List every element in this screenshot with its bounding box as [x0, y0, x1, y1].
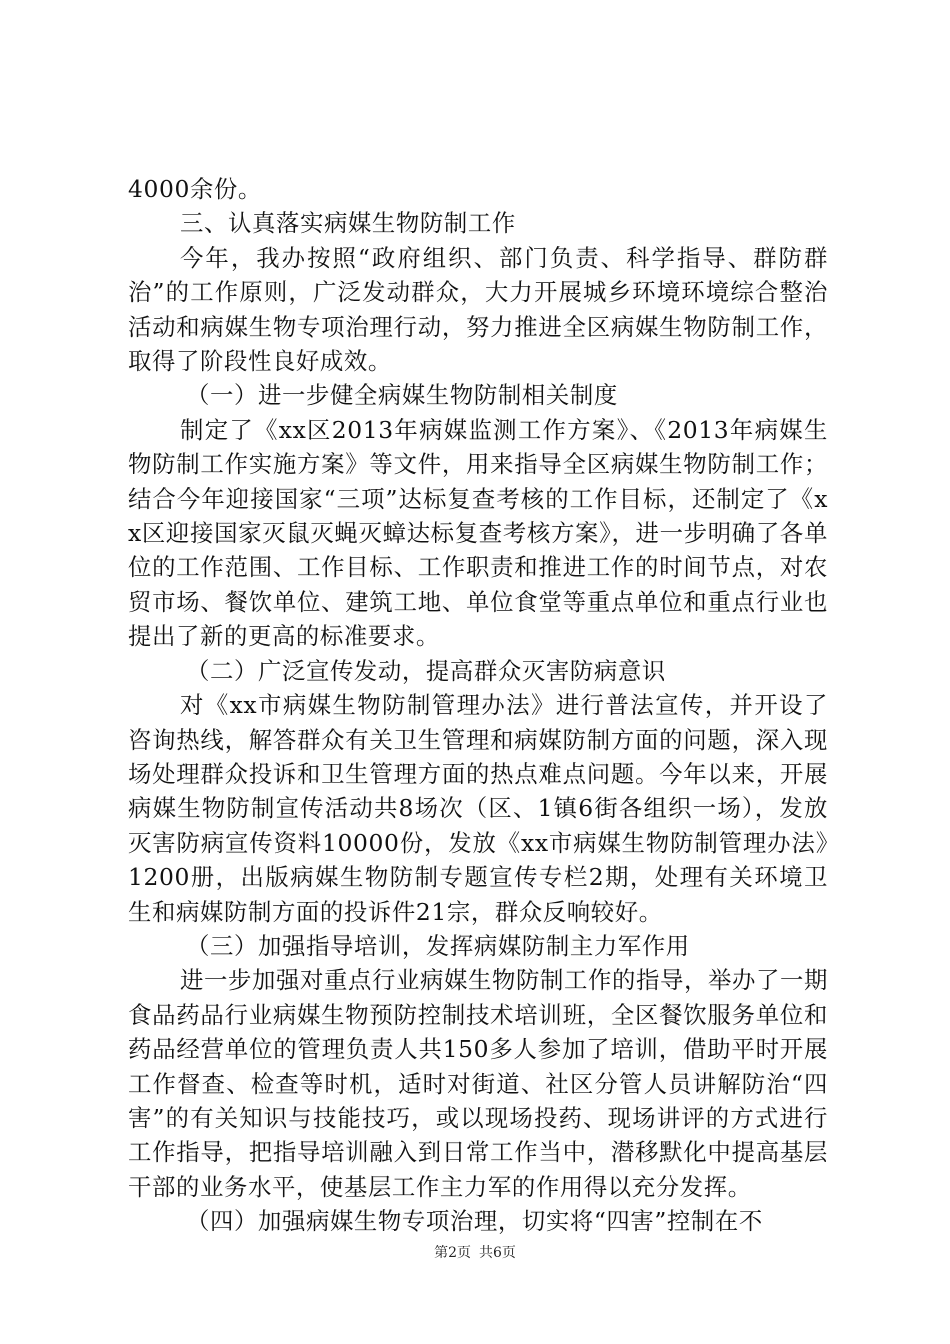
paragraph: 制定了《xx区2013年病媒监测工作方案》、《2013年病媒生物防制工作实施方案》等文件，用来指导全区病媒生物防制工作；结合今年迎接国家“三项”达标复查考核的工作目标，还制定了《xx区迎接国家灭鼠灭蝇灭蟑达标复查考核方案》，进一步明确了各单位的工作范围、工作目标、工作职责和推进工作的时间节点，对农贸市场、餐饮单位、建筑工地、单位食堂等重点单位和重点行业也提出了新的更高的标准要求。: [128, 415, 828, 651]
section-heading: 三、认真落实病媒生物防制工作: [180, 209, 516, 238]
paragraph-continuation: 4000余份。: [128, 175, 262, 203]
subsection-heading: （一）进一步健全病媒生物防制相关制度: [186, 381, 618, 410]
page-footer: [0, 1243, 950, 1263]
page-number: 第2页: [434, 1245, 471, 1261]
paragraph: 进一步加强对重点行业病媒生物防制工作的指导，举办了一期食品药品行业病媒生物预防控制技术培训班，全区餐饮服务单位和药品经营单位的管理负责人共150多人参加了培训，借助平时开展工作督查、检查等时机，适时对街道、社区分管人员讲解防治“四害”的有关知识与技能技巧，或以现场投药、现场讲评的方式进行工作指导，把指导培训融入到日常工作当中，潜移默化中提高基层干部的业务水平，使基层工作主力军的作用得以充分发挥。: [128, 966, 828, 1201]
subsection-heading: （四）加强病媒生物专项治理，切实将“四害”控制在不: [186, 1207, 763, 1236]
paragraph: 今年，我办按照“政府组织、部门负责、科学指导、群防群治”的工作原则，广泛发动群众，大力开展城乡环境环境综合整治活动和病媒生物专项治理行动，努力推进全区病媒生物防制工作，取得了阶段性良好成效。: [128, 243, 828, 376]
page-total: 共6页: [479, 1245, 516, 1261]
subsection-heading: （三）加强指导培训，发挥病媒防制主力军作用: [186, 931, 690, 960]
document-body: [128, 172, 828, 1239]
paragraph: 对《xx市病媒生物防制管理办法》进行普法宣传，并开设了咨询热线，解答群众有关卫生管理和病媒防制方面的问题，深入现场处理群众投诉和卫生管理方面的热点难点问题。今年以来，开展病媒生物防制宣传活动共8场次（区、1镇6街各组织一场），发放灭害防病宣传资料10000份，发放《xx市病媒生物防制管理办法》1200册，出版病媒生物防制专题宣传专栏2期，处理有关环境卫生和病媒防制方面的投诉件21宗，群众反响较好。: [128, 691, 828, 926]
subsection-heading: （二）广泛宣传发动，提高群众灭害防病意识: [186, 656, 666, 685]
